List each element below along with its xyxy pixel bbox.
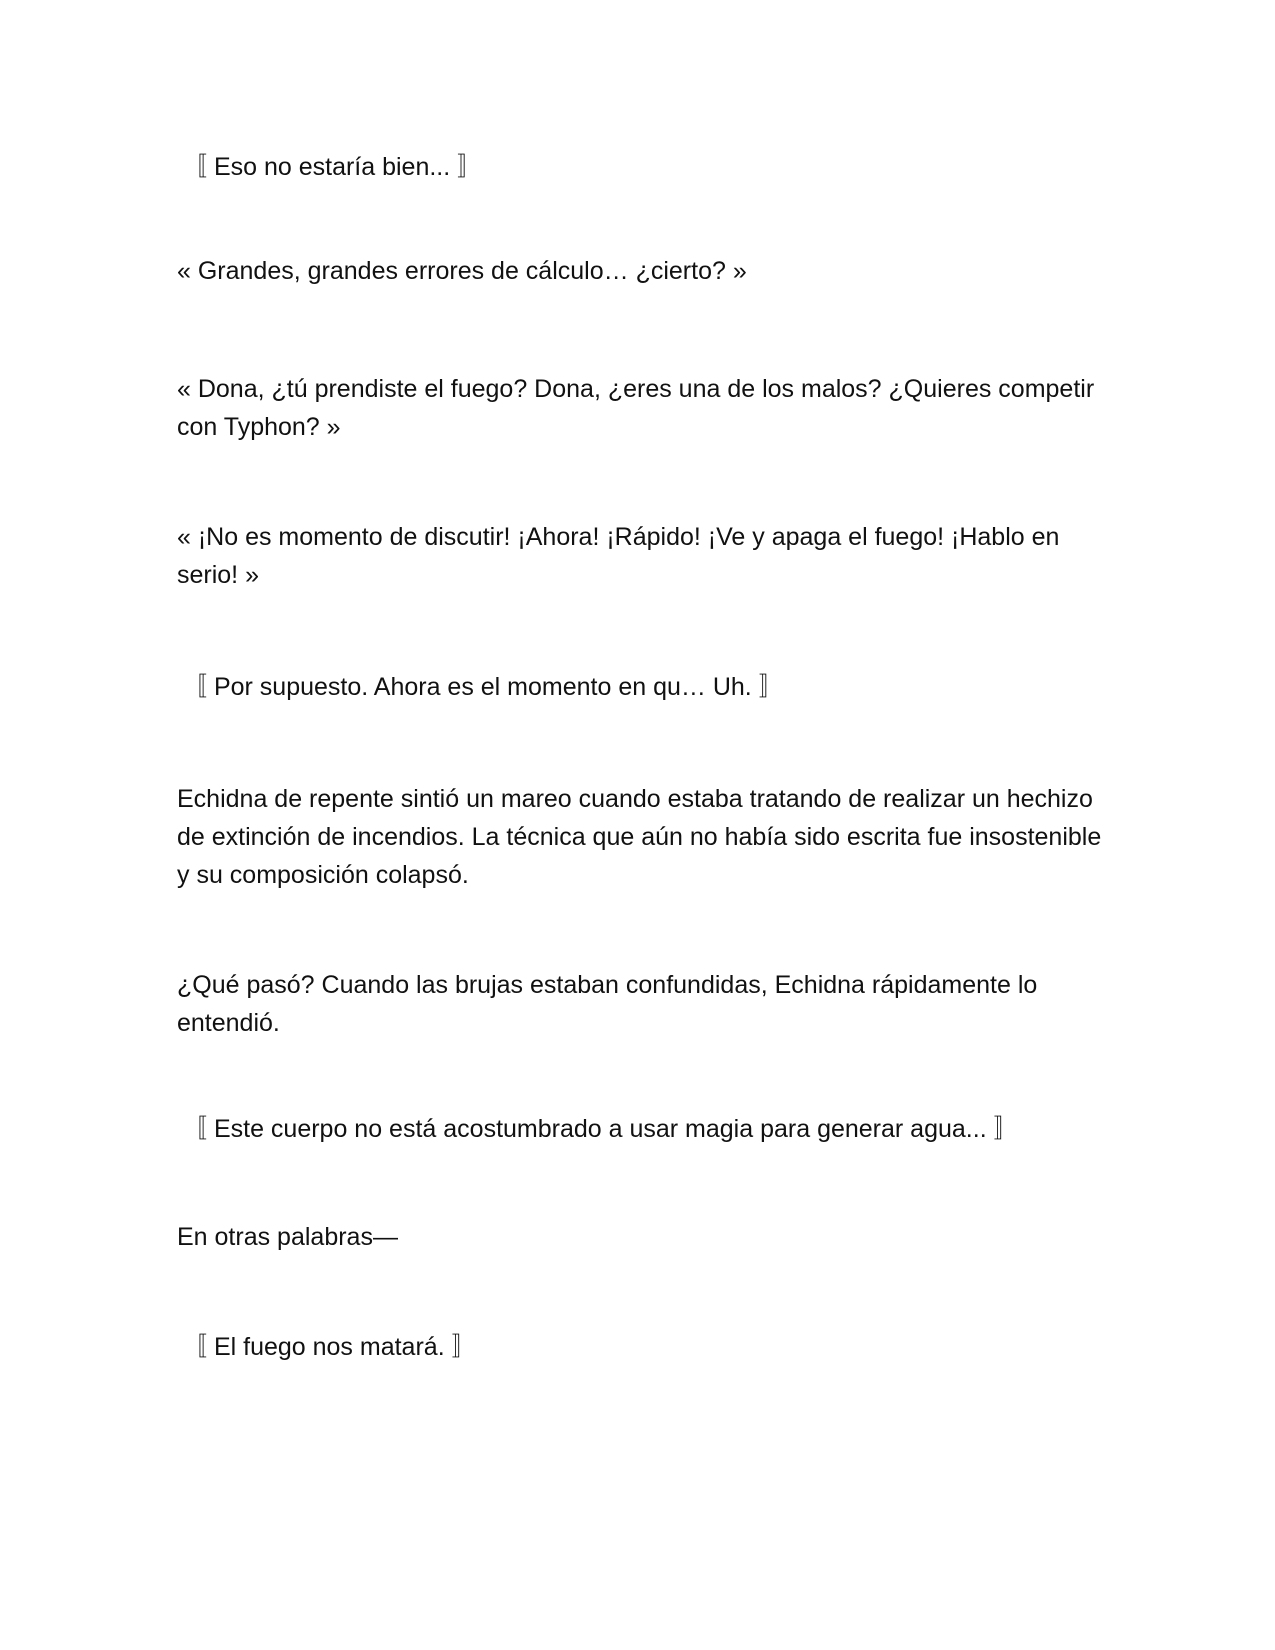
paragraph-1: 〚 Eso no estaría bien... 〛 <box>182 153 483 181</box>
paragraph-5: 〚 Por supuesto. Ahora es el momento en qu… Uh. 〛 <box>182 673 784 701</box>
paragraph-7: ¿Qué pasó? Cuando las brujas estaban confundidas, Echidna rápidamente lo entendió. <box>177 971 1038 1037</box>
paragraph-8: 〚 Este cuerpo no está acostumbrado a usar magia para generar agua... 〛 <box>182 1115 1019 1143</box>
paragraph-6: Echidna de repente sintió un mareo cuando estaba tratando de realizar un hechizo de extinción de incendios. La técnica que aún no había sido escrita fue insostenible y su composición colapsó. <box>177 785 1102 889</box>
paragraph-10: 〚 El fuego nos matará. 〛 <box>182 1333 477 1361</box>
paragraph-2: « Grandes, grandes errores de cálculo… ¿cierto? » <box>177 257 747 285</box>
paragraph-9: En otras palabras— <box>177 1223 398 1251</box>
paragraph-3: « Dona, ¿tú prendiste el fuego? Dona, ¿eres una de los malos? ¿Quieres competir con Typhon? » <box>177 375 1095 441</box>
paragraph-4: « ¡No es momento de discutir! ¡Ahora! ¡Rápido! ¡Ve y apaga el fuego! ¡Hablo en serio! » <box>177 523 1060 589</box>
